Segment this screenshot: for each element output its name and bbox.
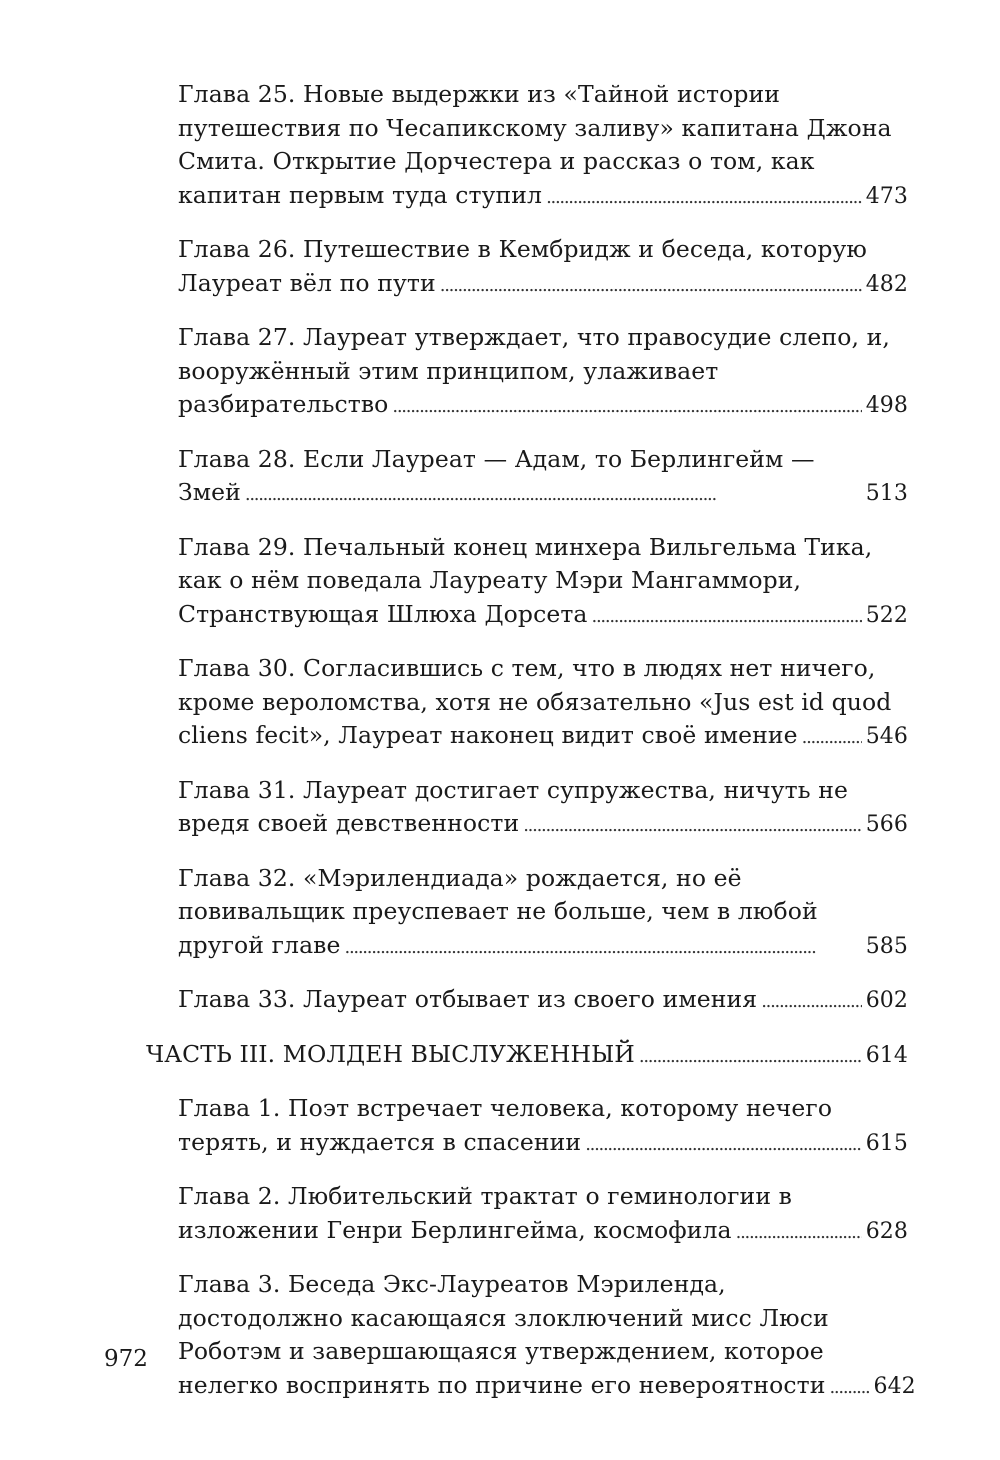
toc-entry-line: Глава 2. Любительский трактат о геминологии в bbox=[178, 1182, 792, 1210]
toc-entry-chapter-26[interactable] bbox=[146, 233, 908, 302]
toc-page-number: 498 bbox=[865, 393, 908, 418]
toc-entry-line: Глава 31. Лауреат достигает супружества, ничуть не bbox=[178, 775, 848, 804]
toc-entry-line: вредя своей девственности bbox=[178, 809, 520, 837]
toc-entry-line: Глава 27. Лауреат утверждает, что правосудие слепо, и, bbox=[178, 323, 890, 351]
toc-entry-last-line bbox=[178, 476, 908, 512]
toc-entry-part3-chapter-2[interactable] bbox=[146, 1180, 908, 1249]
toc-entry-line: кроме вероломства, хотя не обязательно «Jus est id quod bbox=[178, 687, 892, 716]
dot-leader bbox=[761, 983, 862, 1019]
toc-page-number: 585 bbox=[865, 933, 908, 959]
toc-entry-line: Лауреат вёл по пути bbox=[178, 268, 436, 297]
dot-leader bbox=[829, 1369, 869, 1405]
toc-part-heading: ЧАСТЬ III. МОЛДЕН ВЫСЛУЖЕННЫЙ bbox=[146, 1039, 635, 1068]
toc-entry-line: Глава 28. Если Лауреат — Адам, то Берлингейм — bbox=[178, 444, 815, 473]
toc-entry-chapter-30[interactable] bbox=[146, 652, 908, 755]
toc-entry-chapter-31[interactable] bbox=[146, 774, 908, 843]
toc-entry-chapter-29[interactable] bbox=[146, 531, 908, 634]
toc-entry-last-line bbox=[178, 388, 908, 424]
toc-page-number: 482 bbox=[865, 271, 908, 297]
dot-leader bbox=[345, 929, 862, 965]
toc-entry-chapter-27[interactable] bbox=[146, 321, 908, 424]
toc-entry-last-line bbox=[178, 267, 908, 303]
toc-entry-last-line bbox=[178, 1126, 908, 1162]
dot-leader bbox=[802, 719, 862, 755]
toc-entry-line: повивальщик преуспевает не больше, чем в любой bbox=[178, 897, 818, 925]
toc-entry-chapter-25[interactable] bbox=[146, 78, 908, 214]
dot-leader bbox=[736, 1214, 862, 1250]
toc-page-number: 615 bbox=[865, 1130, 908, 1156]
dot-leader bbox=[639, 1038, 862, 1074]
toc-page-number: 473 bbox=[865, 183, 908, 209]
toc-page-number: 566 bbox=[865, 812, 908, 837]
toc-entry-line: Странствующая Шлюха Дорсета bbox=[178, 599, 588, 628]
toc-entry-line: изложении Генри Берлингейма, космофила bbox=[178, 1215, 732, 1244]
toc-entry-chapter-33[interactable] bbox=[146, 983, 908, 1019]
toc-entry-line: Глава 3. Беседа Экс-Лауреатов Мэриленда, bbox=[178, 1270, 726, 1298]
toc-entry-chapter-32[interactable] bbox=[146, 862, 908, 965]
toc-entry-last-line bbox=[178, 1214, 908, 1250]
toc-page-number: 642 bbox=[873, 1373, 916, 1399]
toc-entry-line: Глава 33. Лауреат отбывает из своего имения bbox=[178, 985, 758, 1013]
dot-leader bbox=[245, 476, 862, 512]
toc-entry-part3-chapter-1[interactable] bbox=[146, 1092, 908, 1161]
toc-entry-line: Змей bbox=[178, 478, 241, 506]
toc-entry-line: Глава 1. Поэт встречает человека, которому нечего bbox=[178, 1094, 833, 1122]
toc-page-number: 522 bbox=[865, 602, 908, 628]
toc-entry-part-3[interactable] bbox=[146, 1038, 908, 1074]
toc-entry-line: cliens fecit», Лауреат наконец видит своё имение bbox=[178, 721, 798, 749]
page-number: 972 bbox=[104, 1346, 148, 1372]
toc-entry-line: Глава 29. Печальный конец минхера Вильгельма Тика, bbox=[178, 532, 873, 561]
dot-leader bbox=[585, 1126, 862, 1162]
toc-entry-last-line bbox=[178, 929, 908, 965]
toc-entry-last-line bbox=[178, 983, 908, 1019]
toc-entry-line: достодолжно касающаяся злоключений мисс Люси bbox=[178, 1303, 829, 1332]
toc-page-number: 614 bbox=[865, 1042, 908, 1068]
toc-entry-line: другой главе bbox=[178, 930, 341, 959]
toc-entry-last-line bbox=[178, 719, 908, 755]
toc-entry-line: Глава 26. Путешествие в Кембридж и беседа, которую bbox=[178, 235, 867, 263]
toc-entry-line: Глава 30. Согласившись с тем, что в людях нет ничего, bbox=[178, 654, 876, 682]
toc-entry-line: вооружённый этим принципом, улаживает bbox=[178, 356, 719, 385]
toc-entry-last-line bbox=[178, 598, 908, 634]
dot-leader bbox=[523, 807, 861, 843]
toc-entry-chapter-28[interactable] bbox=[146, 443, 908, 512]
dot-leader bbox=[546, 179, 862, 215]
toc-page-number: 513 bbox=[865, 481, 908, 506]
toc-entry-line: как о нём поведала Лауреату Мэри Мангаммори, bbox=[178, 566, 802, 594]
toc-entry-line: Роботэм и завершающаяся утверждением, которое bbox=[178, 1337, 824, 1365]
toc-entry-line: терять, и нуждается в спасении bbox=[178, 1127, 582, 1156]
toc-entry-last-line bbox=[178, 807, 908, 843]
dot-leader bbox=[392, 388, 861, 424]
toc-entry-last-line bbox=[146, 1038, 908, 1074]
dot-leader bbox=[592, 598, 862, 634]
toc-entry-last-line bbox=[178, 1369, 916, 1405]
toc-entry-line: капитан первым туда ступил bbox=[178, 180, 543, 209]
table-of-contents bbox=[146, 78, 916, 1423]
toc-page-number: 628 bbox=[865, 1218, 908, 1244]
toc-entry-line: путешествия по Чесапикскому заливу» капитана Джона bbox=[178, 113, 892, 142]
toc-entry-line: нелегко воспринять по причине его невероятности bbox=[178, 1370, 826, 1399]
dot-leader bbox=[440, 267, 862, 303]
toc-entry-line: Глава 32. «Мэрилендиада» рождается, но её bbox=[178, 863, 742, 892]
toc-entry-line: Смита. Открытие Дорчестера и рассказ о том, как bbox=[178, 147, 815, 175]
toc-entry-line: разбирательство bbox=[178, 390, 389, 418]
toc-page-number: 546 bbox=[865, 724, 908, 749]
toc-page-number: 602 bbox=[865, 988, 908, 1013]
toc-entry-part3-chapter-3[interactable] bbox=[146, 1268, 916, 1404]
toc-entry-last-line bbox=[178, 179, 908, 215]
toc-entry-line: Глава 25. Новые выдержки из «Тайной истории bbox=[178, 80, 781, 108]
